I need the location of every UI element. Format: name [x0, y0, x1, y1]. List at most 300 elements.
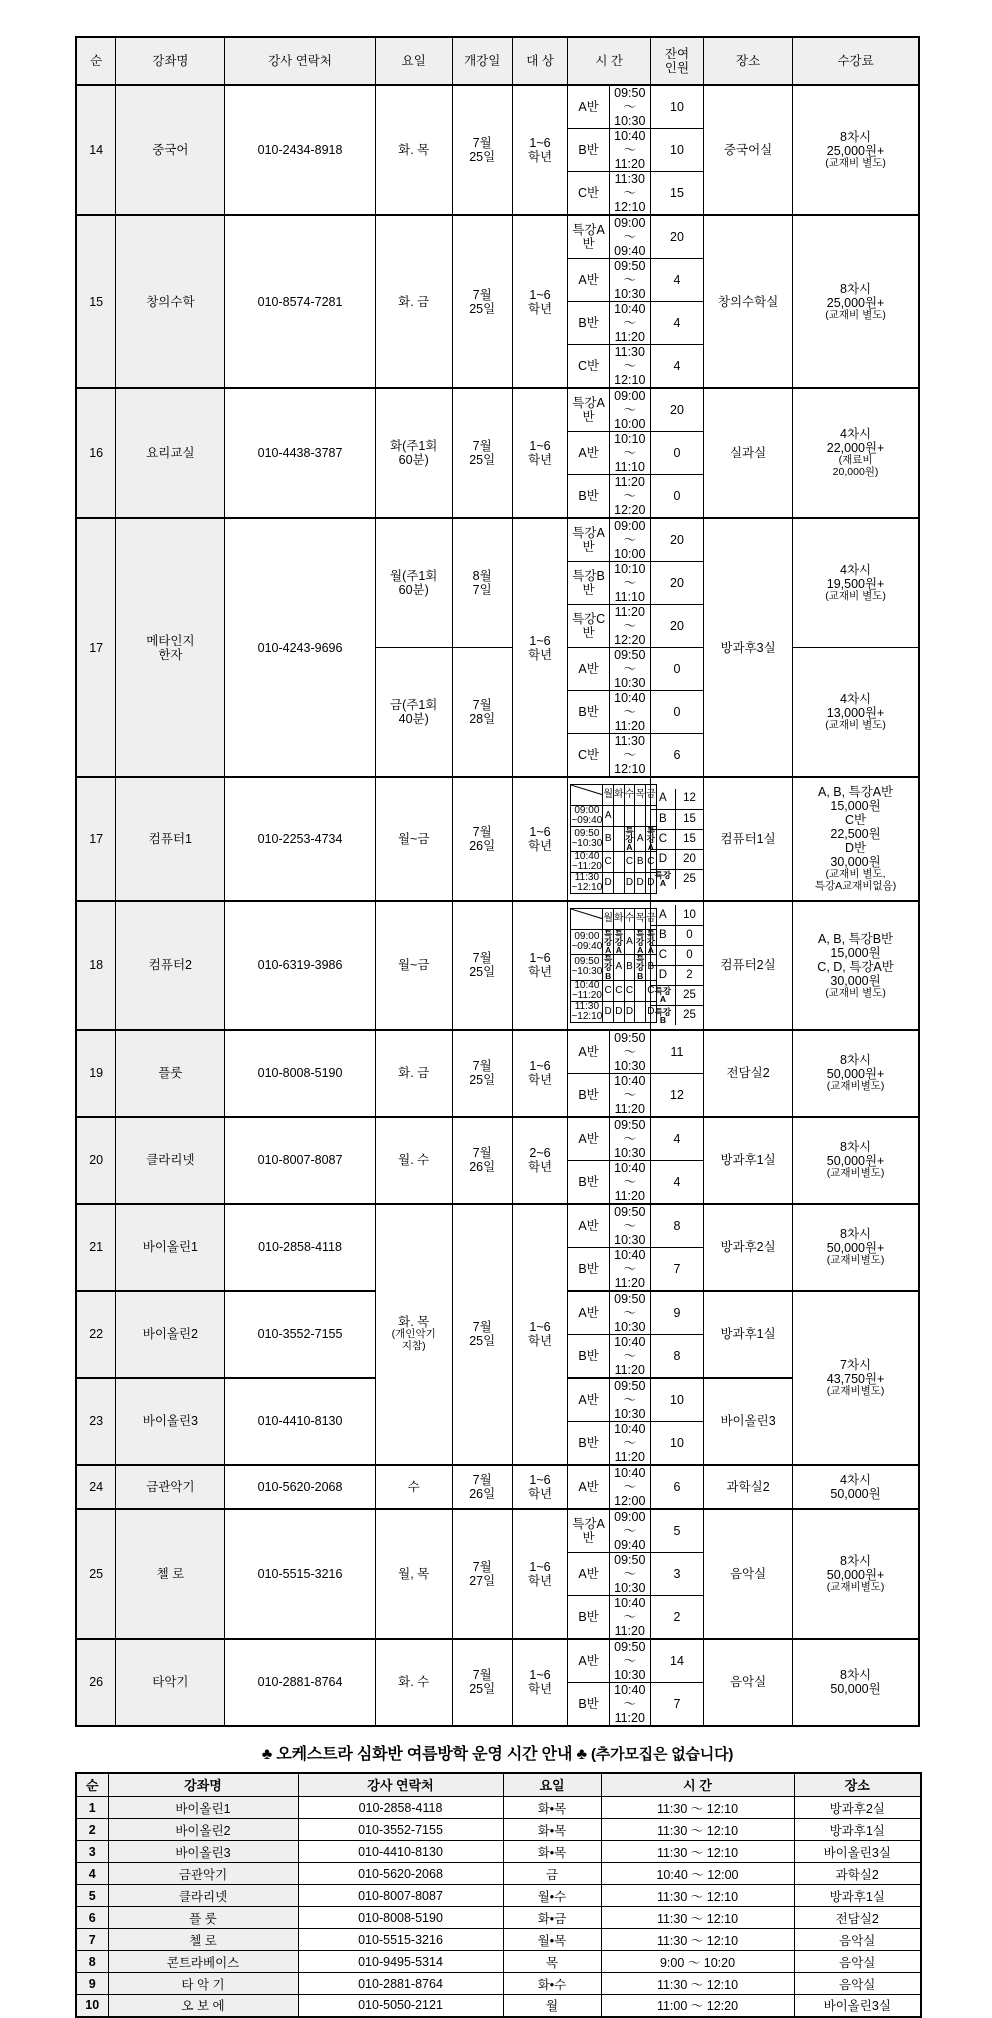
fee-line: (교재비별도): [826, 1580, 885, 1593]
capacity-count: 0: [675, 925, 703, 945]
course-weekday: 화(주1회 60분): [375, 388, 452, 518]
orch-time: 10:40 ～ 12:00: [601, 1863, 794, 1885]
class-time: 10:40 ～ 11:20: [609, 1682, 650, 1726]
grid-cell: 특강 B: [636, 954, 645, 981]
class-remaining: 20: [650, 518, 703, 562]
course-time-grid: [568, 901, 656, 1029]
table-row: [76, 1929, 921, 1951]
course-start-date: 7월 27일: [452, 1509, 512, 1639]
grid-cell: [613, 873, 624, 894]
fee-line: 50,000원+: [826, 1154, 885, 1169]
orch-course-name: 플 룻: [108, 1907, 298, 1929]
class-remaining: 11: [650, 1030, 703, 1074]
class-time: 11:20 ～ 12:20: [609, 475, 650, 519]
course-place: 음악실: [704, 1509, 793, 1639]
course-place: 창의수학실: [704, 215, 793, 388]
orch-header-day: 요일: [503, 1773, 601, 1797]
orch-place: 방과후1실: [794, 1819, 921, 1841]
fee-line: (교재비 별도,: [825, 868, 886, 881]
grid-cell: A: [613, 955, 624, 980]
class-time: 09:50 ～ 10:30: [609, 1030, 650, 1074]
grid-cell: D: [603, 1001, 614, 1022]
capacity-row: [651, 945, 703, 965]
course-start-date: 7월 26일: [452, 1465, 512, 1509]
grid-cell: D: [613, 1001, 624, 1022]
fee-line: 22,500원: [830, 827, 881, 842]
class-time: 09:50 ～ 10:30: [609, 1378, 650, 1422]
fee-line: 22,000원+: [826, 441, 885, 456]
course-target: 1~6 학년: [512, 518, 568, 777]
course-target: 1~6 학년: [512, 1030, 568, 1117]
grid-cell: 특강 A: [646, 929, 655, 956]
grid-cell: D: [603, 873, 614, 894]
weekly-grid-row: [571, 930, 656, 955]
table-row: [76, 215, 919, 259]
course-no: 22: [76, 1291, 116, 1378]
capacity-row: [651, 789, 703, 809]
teacher-contact: 010-2253-4734: [225, 777, 375, 901]
course-place: 과학실2: [704, 1465, 793, 1509]
class-time: 09:00 ～ 10:00: [609, 388, 650, 432]
course-fee: [793, 215, 919, 388]
orch-course-name: 콘트라베이스: [108, 1951, 298, 1973]
class-label: C반: [568, 734, 609, 778]
course-no: 19: [76, 1030, 116, 1117]
orch-time: 11:30 ～ 12:10: [601, 1797, 794, 1819]
grid-cell: A: [624, 930, 635, 955]
teacher-contact: 010-4438-3787: [225, 388, 375, 518]
class-time: 10:40 ～ 11:20: [609, 1073, 650, 1117]
orch-teacher-contact: 010-8007-8087: [298, 1885, 503, 1907]
fee-line: C, D, 특강A반: [817, 959, 894, 974]
course-no: 16: [76, 388, 116, 518]
capacity-row: [651, 869, 703, 889]
table-row: [76, 1509, 919, 1553]
course-start-date: 8월 7일: [452, 518, 512, 648]
grid-cell: [635, 1001, 646, 1022]
course-target: 1~6 학년: [512, 1204, 568, 1465]
class-time: 10:40 ～ 11:20: [609, 129, 650, 172]
class-remaining: 10: [650, 129, 703, 172]
grid-cell: B: [635, 852, 646, 873]
orch-weekday: 월•목: [503, 1929, 601, 1951]
fee-line: C반: [845, 813, 867, 828]
class-label: B반: [568, 1421, 609, 1465]
orch-teacher-contact: 010-4410-8130: [298, 1841, 503, 1863]
class-time: 09:50 ～ 10:30: [609, 648, 650, 691]
class-label: B반: [568, 1334, 609, 1378]
course-place: 음악실: [704, 1639, 793, 1726]
grid-day-header: 수: [624, 785, 635, 806]
table-row: [76, 1973, 921, 1995]
capacity-count: 25: [683, 872, 696, 885]
orch-teacher-contact: 010-2858-4118: [298, 1797, 503, 1819]
class-time: 09:50 ～ 10:30: [609, 1639, 650, 1683]
grid-cell: B: [603, 827, 614, 852]
header-target: 대 상: [512, 37, 568, 85]
course-start-date: 7월 26일: [452, 1117, 512, 1204]
orch-place: 음악실: [794, 1929, 921, 1951]
capacity-row: [651, 905, 703, 925]
fee-line: (교재비별도): [826, 1384, 885, 1397]
grid-time-label: 09:00 ~09:40: [571, 805, 603, 826]
orch-place: 음악실: [794, 1951, 921, 1973]
class-time: 11:30 ～ 12:10: [609, 734, 650, 778]
course-weekday: 월(주1회 60분): [375, 518, 452, 648]
fee-line: 4차시: [840, 1472, 872, 1487]
fee-line: (교재비 별도): [825, 719, 886, 732]
teacher-contact: 010-4243-9696: [225, 518, 375, 777]
header-weekday: 요일: [375, 37, 452, 85]
course-target: 1~6 학년: [512, 85, 568, 215]
course-no: 14: [76, 85, 116, 215]
course-place: 방과후1실: [704, 1291, 793, 1378]
table-row: [76, 1819, 921, 1841]
orch-no: 7: [76, 1929, 108, 1951]
fee-line: 13,000원+: [826, 706, 885, 721]
course-remaining: [650, 777, 703, 901]
table-row: [76, 1951, 921, 1973]
table-row: [76, 1907, 921, 1929]
orch-course-name: 바이올린1: [108, 1797, 298, 1819]
class-label: B반: [568, 302, 609, 345]
course-target: 1~6 학년: [512, 777, 568, 901]
orch-time: 11:30 ～ 12:10: [601, 1929, 794, 1951]
course-fee: [793, 1204, 919, 1291]
grid-cell: B: [624, 955, 635, 980]
fee-line: 30,000원: [830, 973, 881, 988]
grid-diagonal-cell: [571, 909, 603, 930]
fee-line: 20,000원): [832, 466, 879, 478]
fee-line: 4차시: [840, 563, 872, 578]
orch-weekday: 화•수: [503, 1973, 601, 1995]
course-start-date: 7월 25일: [452, 85, 512, 215]
orch-no: 1: [76, 1797, 108, 1819]
class-label: A반: [568, 648, 609, 691]
orch-course-name: 오 보 에: [108, 1995, 298, 2017]
capacity-class: D: [651, 849, 676, 869]
grid-time-label: 09:50 ~10:30: [571, 827, 603, 852]
class-remaining: 15: [650, 172, 703, 216]
orch-place: 음악실: [794, 1973, 921, 1995]
class-remaining: 10: [650, 1378, 703, 1422]
course-weekday: 월. 수: [375, 1117, 452, 1204]
capacity-class: 특강 A: [651, 869, 676, 889]
course-no: 24: [76, 1465, 116, 1509]
course-target: 1~6 학년: [512, 1509, 568, 1639]
class-label: B반: [568, 1073, 609, 1117]
course-start-date: 7월 25일: [452, 1204, 512, 1465]
orch-weekday: 화•목: [503, 1841, 601, 1863]
fee-line: 4차시: [840, 427, 872, 442]
course-start-date: 7월 25일: [452, 388, 512, 518]
class-remaining: 8: [650, 1204, 703, 1248]
grid-time-label: 10:40 ~11:20: [571, 851, 602, 873]
class-label: A반: [568, 1639, 609, 1683]
header-start-date: 개강일: [452, 37, 512, 85]
course-place: 방과후2실: [704, 1204, 793, 1291]
class-remaining: 0: [650, 475, 703, 519]
capacity-count: 15: [675, 809, 703, 829]
grid-diagonal-cell: [571, 785, 603, 806]
class-remaining: 12: [650, 1073, 703, 1117]
course-target: 1~6 학년: [512, 901, 568, 1029]
class-remaining: 7: [650, 1682, 703, 1726]
course-start-date: 7월 25일: [452, 1639, 512, 1726]
orch-teacher-contact: 010-5515-3216: [298, 1929, 503, 1951]
course-start-date: 7월 26일: [452, 777, 512, 901]
class-label: B반: [568, 475, 609, 519]
orch-course-name: 바이올린2: [108, 1819, 298, 1841]
table-row: [76, 1117, 919, 1161]
class-remaining: 5: [650, 1509, 703, 1553]
course-weekday: 화. 수: [375, 1639, 452, 1726]
fee-line: 8차시: [840, 281, 872, 296]
header-teacher-contact: 강사 연락처: [225, 37, 375, 85]
table-row: [76, 1030, 919, 1074]
class-remaining: 4: [650, 1160, 703, 1204]
fee-line: (교재비 별도): [825, 308, 886, 321]
course-weekday: 월, 목: [375, 1509, 452, 1639]
class-remaining: 0: [650, 432, 703, 475]
capacity-class: B: [651, 809, 676, 829]
class-remaining: 6: [650, 1465, 703, 1509]
course-start-date: 7월 25일: [452, 1030, 512, 1117]
grid-cell: 특강 B: [604, 954, 613, 981]
capacity-row: [651, 809, 703, 829]
grid-cell: [624, 806, 635, 827]
capacity-count: 2: [675, 965, 703, 985]
capacity-count: 0: [675, 945, 703, 965]
header-remaining-line2: 인원: [664, 61, 690, 75]
orch-place: 전담실2: [794, 1907, 921, 1929]
course-target: 1~6 학년: [512, 215, 568, 388]
course-remaining: [650, 901, 703, 1029]
class-label: C반: [568, 345, 609, 389]
course-start-date: 7월 25일: [452, 215, 512, 388]
course-no: 20: [76, 1117, 116, 1204]
class-time: 09:00 ～ 09:40: [609, 215, 650, 259]
teacher-contact: 010-5620-2068: [225, 1465, 375, 1509]
capacity-class: 특강 A: [651, 985, 676, 1005]
orch-weekday: 화•금: [503, 1907, 601, 1929]
weekly-grid-wrapper: [570, 780, 656, 898]
class-label: 특강B반: [568, 562, 609, 605]
orch-no: 9: [76, 1973, 108, 1995]
orch-teacher-contact: 010-5620-2068: [298, 1863, 503, 1885]
capacity-grid: [651, 905, 703, 1025]
table-row: [76, 1204, 919, 1248]
orchestra-title: [75, 1741, 920, 1764]
course-name: 요리교실: [116, 388, 225, 518]
course-target: 1~6 학년: [512, 1465, 568, 1509]
header-time: 시 간: [568, 37, 650, 85]
orch-header-tel: 강사 연락처: [298, 1773, 503, 1797]
capacity-class: B: [651, 925, 676, 945]
table-row: [76, 1995, 921, 2017]
class-label: A반: [568, 259, 609, 302]
teacher-contact: 010-3552-7155: [225, 1291, 375, 1378]
grid-cell: C: [646, 980, 657, 1001]
fee-line: 43,750원+: [826, 1371, 885, 1386]
header-remaining: [650, 37, 703, 85]
class-remaining: 20: [650, 562, 703, 605]
grid-cell: A: [635, 827, 646, 852]
grid-cell: D: [635, 873, 646, 894]
capacity-row: [651, 965, 703, 985]
orch-header-time: 시 간: [601, 1773, 794, 1797]
course-no: 17: [76, 777, 116, 901]
capacity-count: 25: [675, 985, 703, 1005]
course-fee-2: [793, 648, 919, 778]
course-no: 21: [76, 1204, 116, 1291]
header-row: [76, 37, 919, 85]
class-time: 10:40 ～ 11:20: [609, 1160, 650, 1204]
class-time: 10:40 ～ 11:20: [609, 691, 650, 734]
course-place: 실과실: [704, 388, 793, 518]
grid-cell: [613, 852, 624, 873]
class-label: 특강A반: [568, 215, 609, 259]
course-no: 15: [76, 215, 116, 388]
course-fee: [793, 1465, 919, 1509]
orch-teacher-contact: 010-2881-8764: [298, 1973, 503, 1995]
orch-place: 방과후1실: [794, 1885, 921, 1907]
orch-place: 방과후2실: [794, 1797, 921, 1819]
grid-cell: D: [624, 873, 635, 894]
grid-cell: C: [646, 852, 657, 873]
class-time: 09:50 ～ 10:30: [609, 1117, 650, 1161]
orch-no: 4: [76, 1863, 108, 1885]
fee-line: 8차시: [840, 130, 872, 145]
teacher-contact: 010-6319-3986: [225, 901, 375, 1029]
fee-line: 8차시: [840, 1553, 872, 1568]
course-target: 1~6 학년: [512, 388, 568, 518]
course-weekday-2: 금(주1회 40분): [375, 648, 452, 778]
class-label: B반: [568, 1247, 609, 1291]
table-row: [76, 518, 919, 562]
class-remaining: 14: [650, 1639, 703, 1683]
fee-line: (교재비별도): [826, 1254, 885, 1267]
orch-teacher-contact: 010-3552-7155: [298, 1819, 503, 1841]
capacity-row: [651, 925, 703, 945]
table-row: [76, 1841, 921, 1863]
grid-day-header: 목: [635, 785, 646, 806]
grid-cell: [613, 806, 624, 827]
course-fee: [793, 388, 919, 518]
teacher-contact: 010-5515-3216: [225, 1509, 375, 1639]
class-remaining: 9: [650, 1291, 703, 1335]
orchestra-header-row: [76, 1773, 921, 1797]
table-row: [76, 1885, 921, 1907]
grid-time-label: 10:40 ~11:20: [571, 979, 602, 1001]
course-start-date: 7월 25일: [452, 901, 512, 1029]
fee-line: 25,000원+: [826, 295, 885, 310]
class-time: 09:50 ～ 10:30: [609, 1552, 650, 1595]
grid-cell: A: [603, 806, 614, 827]
table-row: [76, 1863, 921, 1885]
grid-cell: 특강 A: [604, 929, 613, 956]
course-weekday: 월~금: [375, 901, 452, 1029]
grid-cell: C: [624, 980, 635, 1001]
orch-course-name: 금관악기: [108, 1863, 298, 1885]
orch-no: 6: [76, 1907, 108, 1929]
fee-line: 15,000원: [830, 945, 881, 960]
fee-line: (교재비 별도): [825, 986, 886, 999]
grid-day-header: 월: [603, 909, 614, 930]
course-place: 전담실2: [704, 1030, 793, 1117]
class-label: A반: [568, 1204, 609, 1248]
fee-line: 50,000원+: [826, 1241, 885, 1256]
header-remaining-line1: 잔여: [664, 47, 690, 61]
class-label: B반: [568, 1595, 609, 1639]
capacity-class: 특강 B: [651, 1005, 676, 1025]
grid-day-header: 월: [603, 785, 614, 806]
orch-time: 11:30 ～ 12:10: [601, 1907, 794, 1929]
orch-no: 5: [76, 1885, 108, 1907]
class-remaining: 0: [650, 691, 703, 734]
capacity-grid: [651, 789, 703, 889]
fee-line: 19,500원+: [826, 577, 885, 592]
class-time: 09:50 ～ 10:30: [609, 259, 650, 302]
class-time: 10:40 ～ 11:20: [609, 1595, 650, 1639]
course-name: 바이올린1: [116, 1204, 225, 1291]
teacher-contact: 010-8007-8087: [225, 1117, 375, 1204]
class-remaining: 4: [650, 302, 703, 345]
class-remaining: 20: [650, 605, 703, 648]
class-time: 09:00 ～ 10:00: [609, 518, 650, 562]
fee-line: 30,000원: [830, 855, 881, 870]
fee-line: 25,000원+: [826, 144, 885, 159]
class-label: A반: [568, 432, 609, 475]
class-time: 10:40 ～ 11:20: [609, 1334, 650, 1378]
course-place: 바이올린3: [704, 1378, 793, 1465]
course-fee: [793, 85, 919, 215]
fee-line: 8차시: [840, 1140, 872, 1155]
grid-cell: 특강 A: [646, 826, 655, 853]
orch-time: 11:30 ～ 12:10: [601, 1885, 794, 1907]
course-place: 방과후1실: [704, 1117, 793, 1204]
orch-weekday: 월•수: [503, 1885, 601, 1907]
class-remaining: 4: [650, 259, 703, 302]
orch-place: 바이올린3실: [794, 1841, 921, 1863]
course-name: 금관악기: [116, 1465, 225, 1509]
orch-header-no: 순: [76, 1773, 108, 1797]
class-time: 10:40 ～ 12:00: [609, 1465, 650, 1509]
fee-line: 8차시: [840, 1053, 872, 1068]
class-label: 특강A반: [568, 388, 609, 432]
class-time: 10:40 ～ 11:20: [609, 302, 650, 345]
orch-course-name: 클라리넷: [108, 1885, 298, 1907]
class-label: 특강A반: [568, 1509, 609, 1553]
course-name: 컴퓨터1: [116, 777, 225, 901]
orch-time: 11:00 ～ 12:20: [601, 1995, 794, 2017]
course-weekday: 화. 금: [375, 1030, 452, 1117]
orch-weekday: 화•목: [503, 1797, 601, 1819]
capacity-row: [651, 985, 703, 1005]
orchestra-title-note: (추가모집은 없습니다): [591, 1745, 734, 1763]
orch-header-place: 장소: [794, 1773, 921, 1797]
class-remaining: 20: [650, 388, 703, 432]
table-row: [76, 777, 919, 901]
fee-line: A, B, 특강B반: [817, 931, 894, 946]
table-row: [76, 901, 919, 1029]
course-place: 중국어실: [704, 85, 793, 215]
course-fee: [793, 1030, 919, 1117]
grid-cell: D: [646, 873, 657, 894]
course-weekday: 화. 금: [375, 215, 452, 388]
weekly-grid-header-row: [571, 785, 656, 806]
orch-weekday: 월: [503, 1995, 601, 2017]
